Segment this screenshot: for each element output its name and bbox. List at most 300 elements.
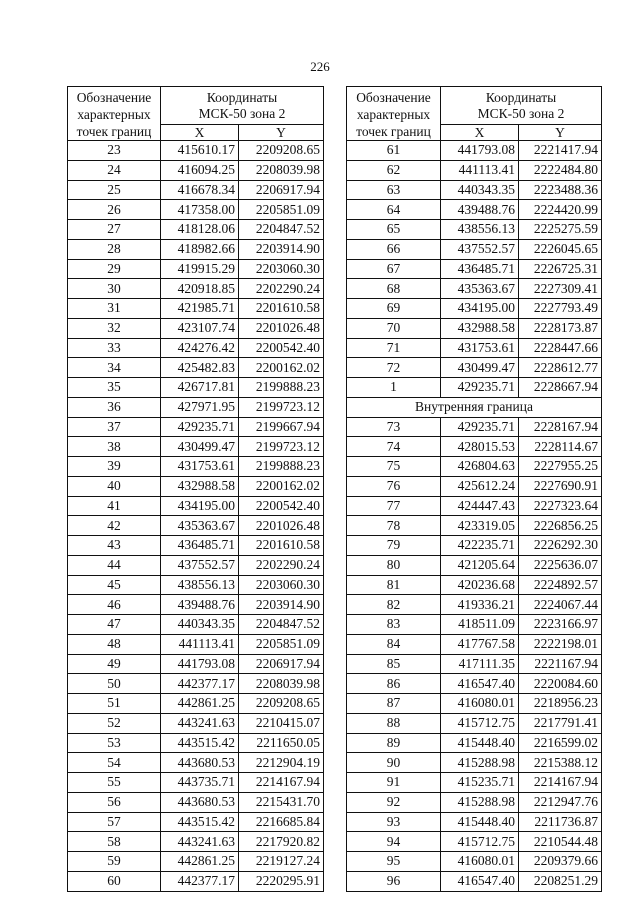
x-coordinate: 421985.71 (161, 299, 239, 319)
point-number: 52 (68, 713, 161, 733)
y-coordinate: 2212904.19 (239, 753, 324, 773)
table-row (68, 832, 324, 852)
x-coordinate: 435363.67 (161, 516, 239, 536)
x-coordinate: 432988.58 (441, 318, 519, 338)
x-coordinate: 419336.21 (441, 595, 519, 615)
y-coordinate: 2226856.25 (519, 516, 602, 536)
x-coordinate: 430499.47 (161, 437, 239, 457)
y-coordinate: 2226045.65 (519, 239, 602, 259)
point-number: 88 (347, 713, 441, 733)
point-number: 39 (68, 457, 161, 477)
y-coordinate: 2220295.91 (239, 871, 324, 891)
x-coordinate: 443241.63 (161, 713, 239, 733)
y-coordinate: 2199723.12 (239, 397, 324, 417)
point-number: 28 (68, 239, 161, 259)
table-row (68, 654, 324, 674)
y-coordinate: 2202290.24 (239, 279, 324, 299)
y-coordinate: 2205851.09 (239, 634, 324, 654)
y-coordinate: 2221417.94 (519, 141, 602, 161)
table-row (347, 180, 602, 200)
table-row (347, 812, 602, 832)
point-number: 84 (347, 634, 441, 654)
y-coordinate: 2221167.94 (519, 654, 602, 674)
table-row (68, 634, 324, 654)
x-coordinate: 439488.76 (441, 200, 519, 220)
x-coordinate: 441793.08 (441, 141, 519, 161)
y-coordinate: 2208039.98 (239, 674, 324, 694)
table-row (347, 634, 602, 654)
point-number: 94 (347, 832, 441, 852)
page-number: 226 (310, 59, 330, 74)
point-number: 55 (68, 773, 161, 793)
x-coordinate: 427971.95 (161, 397, 239, 417)
x-coordinate: 418511.09 (441, 615, 519, 635)
x-coordinate: 428015.53 (441, 437, 519, 457)
point-number: 83 (347, 615, 441, 635)
point-number: 25 (68, 180, 161, 200)
y-coordinate: 2210544.48 (519, 832, 602, 852)
y-coordinate: 2200162.02 (239, 476, 324, 496)
coordinates-table-left (67, 86, 324, 892)
point-number: 77 (347, 496, 441, 516)
x-coordinate: 443680.53 (161, 753, 239, 773)
table-row (68, 792, 324, 812)
point-number: 33 (68, 338, 161, 358)
point-number: 86 (347, 674, 441, 694)
point-number: 87 (347, 694, 441, 714)
point-number: 68 (347, 279, 441, 299)
x-coordinate: 415448.40 (441, 733, 519, 753)
x-coordinate: 434195.00 (441, 299, 519, 319)
y-coordinate: 2206917.94 (239, 654, 324, 674)
point-number: 61 (347, 141, 441, 161)
table-row (68, 555, 324, 575)
point-number: 43 (68, 536, 161, 556)
table-row (347, 358, 602, 378)
y-coordinate: 2201610.58 (239, 536, 324, 556)
y-coordinate: 2226292.30 (519, 536, 602, 556)
point-label-header: Обозначение характерных точек границ (68, 87, 161, 141)
x-coordinate: 430499.47 (441, 358, 519, 378)
table-row (347, 259, 602, 279)
x-coordinate: 442861.25 (161, 852, 239, 872)
y-coordinate: 2203914.90 (239, 239, 324, 259)
table-row (347, 299, 602, 319)
point-number: 78 (347, 516, 441, 536)
coordinates-header: Координаты МСК-50 зона 2 (441, 87, 602, 125)
x-coordinate: 426717.81 (161, 378, 239, 398)
table-row (347, 378, 602, 398)
table-row (347, 694, 602, 714)
point-number: 44 (68, 555, 161, 575)
y-coordinate: 2225636.07 (519, 555, 602, 575)
x-coordinate: 443515.42 (161, 733, 239, 753)
table-row (68, 694, 324, 714)
point-number: 45 (68, 575, 161, 595)
table-row (68, 318, 324, 338)
x-coordinate: 415288.98 (441, 792, 519, 812)
x-coordinate: 415712.75 (441, 832, 519, 852)
y-coordinate: 2218956.23 (519, 694, 602, 714)
point-number: 32 (68, 318, 161, 338)
point-number: 31 (68, 299, 161, 319)
x-coordinate: 418982.66 (161, 239, 239, 259)
table-row (347, 239, 602, 259)
y-coordinate: 2217920.82 (239, 832, 324, 852)
y-coordinate: 2224067.44 (519, 595, 602, 615)
y-coordinate: 2219127.24 (239, 852, 324, 872)
point-number: 36 (68, 397, 161, 417)
table-row (68, 299, 324, 319)
x-coordinate: 424447.43 (441, 496, 519, 516)
x-coordinate: 423319.05 (441, 516, 519, 536)
x-coordinate: 426804.63 (441, 457, 519, 477)
y-coordinate: 2212947.76 (519, 792, 602, 812)
table-row (68, 674, 324, 694)
y-column-header: Y (239, 125, 324, 141)
point-number: 26 (68, 200, 161, 220)
x-coordinate: 439488.76 (161, 595, 239, 615)
coordinates-table-right (346, 86, 602, 892)
x-coordinate: 416080.01 (441, 694, 519, 714)
table-row (347, 417, 602, 437)
point-number: 56 (68, 792, 161, 812)
y-coordinate: 2228667.94 (519, 378, 602, 398)
point-number: 62 (347, 160, 441, 180)
y-coordinate: 2209208.65 (239, 141, 324, 161)
x-coordinate: 429235.71 (441, 417, 519, 437)
x-coordinate: 442377.17 (161, 871, 239, 891)
y-coordinate: 2203914.90 (239, 595, 324, 615)
y-coordinate: 2225275.59 (519, 220, 602, 240)
y-coordinate: 2211736.87 (519, 812, 602, 832)
y-coordinate: 2211650.05 (239, 733, 324, 753)
y-coordinate: 2210415.07 (239, 713, 324, 733)
x-coordinate: 429235.71 (441, 378, 519, 398)
y-coordinate: 2224892.57 (519, 575, 602, 595)
x-coordinate: 415448.40 (441, 812, 519, 832)
x-coordinate: 417111.35 (441, 654, 519, 674)
x-coordinate: 443241.63 (161, 832, 239, 852)
table-row (347, 832, 602, 852)
table-row (68, 417, 324, 437)
y-coordinate: 2203060.30 (239, 575, 324, 595)
y-coordinate: 2227793.49 (519, 299, 602, 319)
table-row (347, 595, 602, 615)
x-coordinate: 423107.74 (161, 318, 239, 338)
point-number: 89 (347, 733, 441, 753)
x-coordinate: 420236.68 (441, 575, 519, 595)
point-number: 24 (68, 160, 161, 180)
table-row (347, 160, 602, 180)
x-coordinate: 416080.01 (441, 852, 519, 872)
y-coordinate: 2209208.65 (239, 694, 324, 714)
table-row (347, 457, 602, 477)
x-coordinate: 432988.58 (161, 476, 239, 496)
y-coordinate: 2220084.60 (519, 674, 602, 694)
point-number: 38 (68, 437, 161, 457)
table-row (68, 239, 324, 259)
x-coordinate: 434195.00 (161, 496, 239, 516)
y-coordinate: 2200542.40 (239, 496, 324, 516)
table-row (68, 852, 324, 872)
y-coordinate: 2205851.09 (239, 200, 324, 220)
point-number: 80 (347, 555, 441, 575)
y-coordinate: 2228114.67 (519, 437, 602, 457)
table-row (347, 654, 602, 674)
table-row (347, 575, 602, 595)
x-coordinate: 429235.71 (161, 417, 239, 437)
point-number: 37 (68, 417, 161, 437)
y-coordinate: 2203060.30 (239, 259, 324, 279)
table-row (347, 279, 602, 299)
table-row (68, 536, 324, 556)
point-number: 63 (347, 180, 441, 200)
table-row (68, 279, 324, 299)
table-row (68, 871, 324, 891)
x-coordinate: 416547.40 (441, 871, 519, 891)
y-coordinate: 2215388.12 (519, 753, 602, 773)
y-coordinate: 2206917.94 (239, 180, 324, 200)
x-coordinate: 443515.42 (161, 812, 239, 832)
point-number: 47 (68, 615, 161, 635)
y-coordinate: 2199888.23 (239, 378, 324, 398)
x-coordinate: 437552.57 (441, 239, 519, 259)
x-coordinate: 440343.35 (161, 615, 239, 635)
point-number: 71 (347, 338, 441, 358)
table-row (347, 318, 602, 338)
inner-boundary-section-row (347, 397, 602, 417)
table-row (347, 200, 602, 220)
y-coordinate: 2201610.58 (239, 299, 324, 319)
point-number: 65 (347, 220, 441, 240)
y-coordinate: 2223166.97 (519, 615, 602, 635)
table-row (68, 516, 324, 536)
x-coordinate: 443680.53 (161, 792, 239, 812)
point-number: 30 (68, 279, 161, 299)
y-coordinate: 2228173.87 (519, 318, 602, 338)
y-coordinate: 2209379.66 (519, 852, 602, 872)
point-number: 75 (347, 457, 441, 477)
x-coordinate: 436485.71 (161, 536, 239, 556)
table-row (68, 496, 324, 516)
point-number: 51 (68, 694, 161, 714)
table-left-body (68, 87, 324, 892)
point-number: 60 (68, 871, 161, 891)
table-row (68, 595, 324, 615)
table-row (68, 615, 324, 635)
table-row (68, 476, 324, 496)
y-coordinate: 2214167.94 (519, 773, 602, 793)
point-number: 27 (68, 220, 161, 240)
y-coordinate: 2204847.52 (239, 615, 324, 635)
y-coordinate: 2227309.41 (519, 279, 602, 299)
inner-boundary-title: Внутренняя граница (347, 397, 602, 417)
y-coordinate: 2224420.99 (519, 200, 602, 220)
y-coordinate: 2200542.40 (239, 338, 324, 358)
x-coordinate: 415610.17 (161, 141, 239, 161)
y-coordinate: 2216599.02 (519, 733, 602, 753)
table-row (68, 338, 324, 358)
y-coordinate: 2199667.94 (239, 417, 324, 437)
x-coordinate: 435363.67 (441, 279, 519, 299)
y-coordinate: 2202290.24 (239, 555, 324, 575)
table-row (68, 378, 324, 398)
point-number: 50 (68, 674, 161, 694)
y-coordinate: 2199888.23 (239, 457, 324, 477)
x-coordinate: 415235.71 (441, 773, 519, 793)
point-number: 70 (347, 318, 441, 338)
y-coordinate: 2228167.94 (519, 417, 602, 437)
table-row (347, 674, 602, 694)
y-coordinate: 2204847.52 (239, 220, 324, 240)
y-coordinate: 2222198.01 (519, 634, 602, 654)
y-coordinate: 2201026.48 (239, 516, 324, 536)
y-coordinate: 2214167.94 (239, 773, 324, 793)
table-row (347, 792, 602, 812)
x-coordinate: 425612.24 (441, 476, 519, 496)
point-number: 91 (347, 773, 441, 793)
point-number: 59 (68, 852, 161, 872)
x-coordinate: 440343.35 (441, 180, 519, 200)
x-coordinate: 424276.42 (161, 338, 239, 358)
point-number: 1 (347, 378, 441, 398)
table-row (347, 476, 602, 496)
x-coordinate: 438556.13 (441, 220, 519, 240)
table-row (68, 220, 324, 240)
y-coordinate: 2199723.12 (239, 437, 324, 457)
point-number: 96 (347, 871, 441, 891)
point-number: 40 (68, 476, 161, 496)
x-coordinate: 416547.40 (441, 674, 519, 694)
table-row (347, 733, 602, 753)
table-row (347, 141, 602, 161)
point-number: 53 (68, 733, 161, 753)
x-coordinate: 422235.71 (441, 536, 519, 556)
table-row (347, 555, 602, 575)
point-number: 73 (347, 417, 441, 437)
point-number: 93 (347, 812, 441, 832)
y-coordinate: 2216685.84 (239, 812, 324, 832)
table-right-body (347, 87, 602, 892)
table-row (68, 200, 324, 220)
x-coordinate: 443735.71 (161, 773, 239, 793)
point-number: 81 (347, 575, 441, 595)
table-row (68, 397, 324, 417)
table-row (68, 141, 324, 161)
table-row (347, 871, 602, 891)
point-number: 23 (68, 141, 161, 161)
y-coordinate: 2215431.70 (239, 792, 324, 812)
point-number: 90 (347, 753, 441, 773)
table-row (68, 713, 324, 733)
table-row (347, 773, 602, 793)
x-coordinate: 415712.75 (441, 713, 519, 733)
table-row (68, 180, 324, 200)
point-number: 34 (68, 358, 161, 378)
point-number: 54 (68, 753, 161, 773)
table-row (347, 713, 602, 733)
y-coordinate: 2228612.77 (519, 358, 602, 378)
point-number: 35 (68, 378, 161, 398)
point-number: 92 (347, 792, 441, 812)
point-number: 42 (68, 516, 161, 536)
point-number: 48 (68, 634, 161, 654)
table-row (347, 496, 602, 516)
y-coordinate: 2227955.25 (519, 457, 602, 477)
table-row (347, 615, 602, 635)
x-coordinate: 415288.98 (441, 753, 519, 773)
table-row (68, 812, 324, 832)
table-row (68, 259, 324, 279)
point-number: 85 (347, 654, 441, 674)
y-column-header: Y (519, 125, 602, 141)
table-row (347, 516, 602, 536)
table-row (347, 753, 602, 773)
point-number: 74 (347, 437, 441, 457)
x-coordinate: 442377.17 (161, 674, 239, 694)
x-coordinate: 441113.41 (161, 634, 239, 654)
x-coordinate: 431753.61 (441, 338, 519, 358)
x-coordinate: 418128.06 (161, 220, 239, 240)
table-row (68, 160, 324, 180)
x-coordinate: 417358.00 (161, 200, 239, 220)
point-number: 41 (68, 496, 161, 516)
x-coordinate: 438556.13 (161, 575, 239, 595)
table-row (68, 753, 324, 773)
point-number: 67 (347, 259, 441, 279)
x-coordinate: 421205.64 (441, 555, 519, 575)
y-coordinate: 2228447.66 (519, 338, 602, 358)
y-coordinate: 2201026.48 (239, 318, 324, 338)
x-column-header: X (161, 125, 239, 141)
y-coordinate: 2222484.80 (519, 160, 602, 180)
point-number: 29 (68, 259, 161, 279)
x-coordinate: 416094.25 (161, 160, 239, 180)
y-coordinate: 2208251.29 (519, 871, 602, 891)
y-coordinate: 2217791.41 (519, 713, 602, 733)
x-coordinate: 417767.58 (441, 634, 519, 654)
point-number: 72 (347, 358, 441, 378)
x-coordinate: 420918.85 (161, 279, 239, 299)
point-number: 82 (347, 595, 441, 615)
y-coordinate: 2227690.91 (519, 476, 602, 496)
point-number: 58 (68, 832, 161, 852)
x-column-header: X (441, 125, 519, 141)
x-coordinate: 436485.71 (441, 259, 519, 279)
point-number: 79 (347, 536, 441, 556)
x-coordinate: 431753.61 (161, 457, 239, 477)
y-coordinate: 2223488.36 (519, 180, 602, 200)
y-coordinate: 2226725.31 (519, 259, 602, 279)
table-row (68, 457, 324, 477)
x-coordinate: 425482.83 (161, 358, 239, 378)
table-row (347, 852, 602, 872)
table-row (68, 773, 324, 793)
table-row (68, 358, 324, 378)
x-coordinate: 442861.25 (161, 694, 239, 714)
table-row (347, 437, 602, 457)
x-coordinate: 441113.41 (441, 160, 519, 180)
table-row (68, 437, 324, 457)
x-coordinate: 441793.08 (161, 654, 239, 674)
table-row (347, 220, 602, 240)
point-number: 95 (347, 852, 441, 872)
point-number: 76 (347, 476, 441, 496)
point-number: 46 (68, 595, 161, 615)
y-coordinate: 2200162.02 (239, 358, 324, 378)
y-coordinate: 2227323.64 (519, 496, 602, 516)
